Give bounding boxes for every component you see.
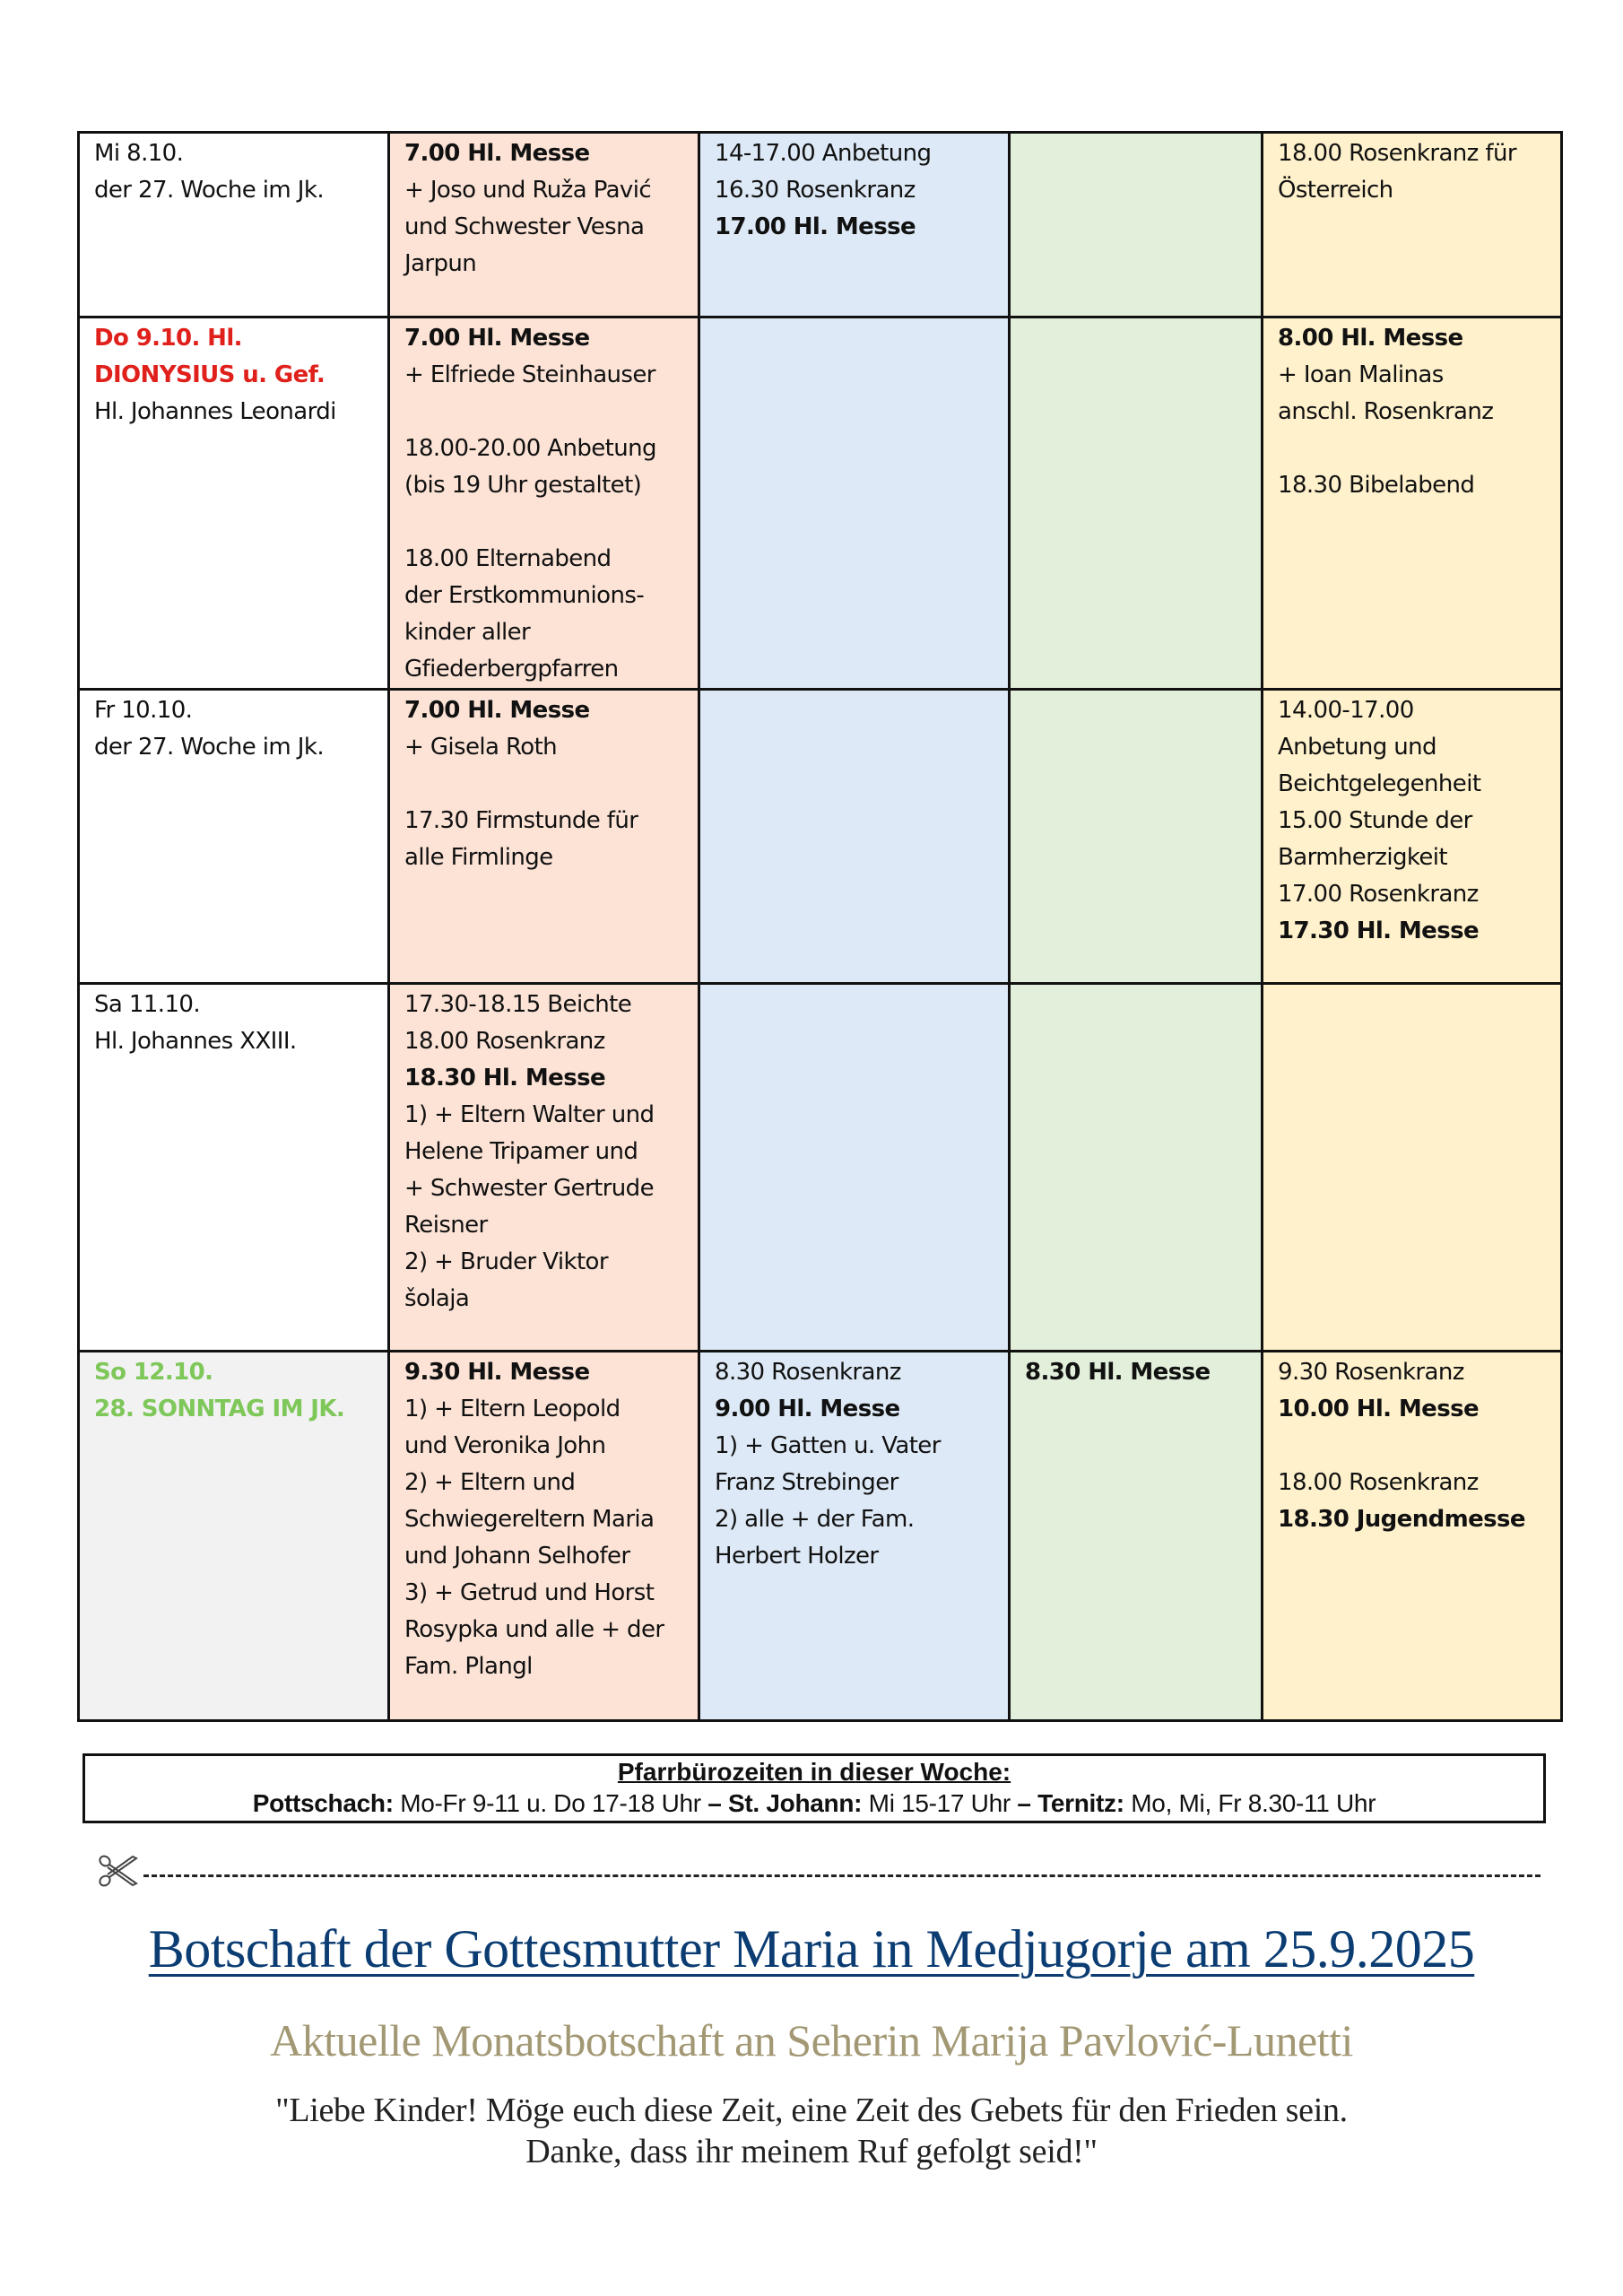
schedule-entry: und Schwester Vesna bbox=[404, 213, 645, 240]
schedule-entry: Anbetung und bbox=[1278, 734, 1436, 761]
schedule-entry: 18.00 Rosenkranz bbox=[1278, 1469, 1479, 1496]
schedule-entry: Sa 11.10. bbox=[94, 991, 200, 1018]
schedule-entry bbox=[1278, 430, 1546, 467]
schedule-entry: Reisner bbox=[404, 1212, 488, 1239]
office-hours-box bbox=[82, 1753, 1546, 1823]
schedule-entry: der 27. Woche im Jk. bbox=[94, 734, 324, 761]
schedule-entry bbox=[404, 394, 683, 430]
pottschach-cell bbox=[389, 1352, 699, 1721]
schedule-entry: + Ioan Malinas bbox=[1278, 361, 1444, 388]
schedule-entry: Franz Strebinger bbox=[715, 1469, 898, 1496]
st-johann-cell bbox=[699, 133, 1010, 317]
schedule-entry: Beichtgelegenheit bbox=[1278, 770, 1481, 797]
ternitz-cell bbox=[1263, 1352, 1562, 1721]
schedule-entry: 16.30 Rosenkranz bbox=[715, 177, 916, 204]
schedule-entry: Hl. Johannes Leonardi bbox=[94, 398, 336, 425]
schedule-entry: der Erstkommunions- bbox=[404, 582, 645, 609]
schedule-entry: alle Firmlinge bbox=[404, 844, 553, 871]
office-separator: – bbox=[707, 1789, 729, 1817]
st-johann-cell bbox=[699, 690, 1010, 984]
cut-line bbox=[97, 1853, 1541, 1889]
schedule-entry: 18.00-20.00 Anbetung bbox=[404, 435, 656, 462]
ternitz-cell bbox=[1263, 984, 1562, 1352]
scissors-icon bbox=[97, 1853, 140, 1889]
schedule-entry: 8.30 Hl. Messe bbox=[1025, 1359, 1211, 1386]
schedule-entry: 14-17.00 Anbetung bbox=[715, 140, 932, 167]
schedule-entry: + Elfriede Steinhauser bbox=[404, 361, 655, 388]
weekly-schedule-table bbox=[77, 131, 1563, 1722]
schedule-entry: 15.00 Stunde der bbox=[1278, 807, 1472, 834]
schedule-entry: und Veronika John bbox=[404, 1432, 606, 1459]
day-cell bbox=[79, 984, 389, 1352]
schedule-entry: + Schwester Gertrude bbox=[404, 1175, 654, 1202]
office-pottschach-hours: Mo-Fr 9-11 u. Do 17-18 Uhr bbox=[393, 1789, 708, 1817]
schedule-entry: Fam. Plangl bbox=[404, 1653, 533, 1680]
schedule-entry: (bis 19 Uhr gestaltet) bbox=[404, 472, 642, 499]
schedule-entry: Mi 8.10. bbox=[94, 140, 184, 167]
st-lorenzen-cell bbox=[1010, 690, 1263, 984]
schedule-entry: 1) + Gatten u. Vater bbox=[715, 1432, 941, 1459]
schedule-entry bbox=[1278, 1428, 1546, 1465]
office-hours-line bbox=[85, 1787, 1543, 1819]
schedule-entry: 14.00-17.00 bbox=[1278, 697, 1414, 724]
schedule-entry: 7.00 Hl. Messe bbox=[404, 697, 590, 724]
schedule-entry: 18.00 Rosenkranz bbox=[404, 1028, 605, 1055]
schedule-entry bbox=[404, 766, 683, 803]
st-johann-cell bbox=[699, 984, 1010, 1352]
schedule-row bbox=[79, 133, 1562, 317]
schedule-entry bbox=[404, 504, 683, 541]
day-cell bbox=[79, 1352, 389, 1721]
pottschach-cell bbox=[389, 317, 699, 690]
schedule-row bbox=[79, 317, 1562, 690]
schedule-entry: 2) + Bruder Viktor bbox=[404, 1248, 608, 1275]
message-title: Botschaft der Gottesmutter Maria in Medjugorje am 25.9.2025 bbox=[148, 1919, 1475, 1979]
schedule-entry: Jarpun bbox=[404, 250, 477, 277]
pottschach-cell bbox=[389, 984, 699, 1352]
ternitz-cell bbox=[1263, 133, 1562, 317]
schedule-entry: Barmherzigkeit bbox=[1278, 844, 1448, 871]
day-cell bbox=[79, 133, 389, 317]
schedule-entry: 8.30 Rosenkranz bbox=[715, 1359, 901, 1386]
schedule-entry: 17.30-18.15 Beichte bbox=[404, 991, 632, 1018]
schedule-entry: anschl. Rosenkranz bbox=[1278, 398, 1494, 425]
schedule-entry: 2) alle + der Fam. bbox=[715, 1506, 915, 1533]
schedule-entry: Gfiederbergpfarren bbox=[404, 656, 619, 683]
office-st-johann-hours: Mi 15-17 Uhr bbox=[862, 1789, 1018, 1817]
schedule-entry: 9.30 Rosenkranz bbox=[1278, 1359, 1464, 1386]
pottschach-cell bbox=[389, 690, 699, 984]
message-quote-line: "Liebe Kinder! Möge euch diese Zeit, eine Zeit des Gebets für den Frieden sein. bbox=[275, 2092, 1348, 2129]
message-quote bbox=[0, 2090, 1623, 2172]
schedule-row bbox=[79, 690, 1562, 984]
office-ternitz-hours: Mo, Mi, Fr 8.30-11 Uhr bbox=[1124, 1789, 1376, 1817]
ternitz-cell bbox=[1263, 317, 1562, 690]
schedule-entry: Do 9.10. Hl. bbox=[94, 325, 242, 352]
schedule-entry: 3) + Getrud und Horst bbox=[404, 1579, 655, 1606]
schedule-entry: 17.00 Hl. Messe bbox=[715, 213, 916, 240]
schedule-row bbox=[79, 984, 1562, 1352]
schedule-entry: šolaja bbox=[404, 1285, 470, 1312]
schedule-entry: der 27. Woche im Jk. bbox=[94, 177, 324, 204]
schedule-entry: Herbert Holzer bbox=[715, 1543, 879, 1570]
schedule-entry: Rosypka und alle + der bbox=[404, 1616, 664, 1643]
schedule-entry: Schwiegereltern Maria bbox=[404, 1506, 655, 1533]
schedule-entry: 17.30 Hl. Messe bbox=[1278, 918, 1479, 944]
schedule-entry: 18.30 Bibelabend bbox=[1278, 472, 1475, 499]
schedule-entry: 9.30 Hl. Messe bbox=[404, 1359, 590, 1386]
schedule-entry: 1) + Eltern Leopold bbox=[404, 1396, 621, 1422]
schedule-entry: Helene Tripamer und bbox=[404, 1138, 638, 1165]
st-lorenzen-cell bbox=[1010, 317, 1263, 690]
office-st-johann-label: St. Johann: bbox=[728, 1789, 863, 1817]
schedule-entry: DIONYSIUS u. Gef. bbox=[94, 361, 325, 388]
schedule-entry: 17.00 Rosenkranz bbox=[1278, 881, 1479, 908]
st-johann-cell bbox=[699, 317, 1010, 690]
schedule-entry: 18.00 Elternabend bbox=[404, 545, 612, 572]
schedule-entry: So 12.10. bbox=[94, 1359, 213, 1386]
schedule-entry: 18.30 Hl. Messe bbox=[404, 1065, 605, 1091]
office-separator: – bbox=[1017, 1789, 1038, 1817]
office-pottschach-label: Pottschach: bbox=[252, 1789, 394, 1817]
message-quote-line: Danke, dass ihr meinem Ruf gefolgt seid!" bbox=[525, 2133, 1098, 2170]
day-cell bbox=[79, 317, 389, 690]
schedule-entry: 18.00 Rosenkranz für bbox=[1278, 140, 1516, 167]
ternitz-cell bbox=[1263, 690, 1562, 984]
schedule-entry: 7.00 Hl. Messe bbox=[404, 140, 590, 167]
st-lorenzen-cell bbox=[1010, 1352, 1263, 1721]
schedule-entry: Hl. Johannes XXIII. bbox=[94, 1028, 297, 1055]
schedule-entry: 10.00 Hl. Messe bbox=[1278, 1396, 1479, 1422]
schedule-entry: 9.00 Hl. Messe bbox=[715, 1396, 900, 1422]
schedule-entry: + Gisela Roth bbox=[404, 734, 558, 761]
pottschach-cell bbox=[389, 133, 699, 317]
schedule-entry: und Johann Selhofer bbox=[404, 1543, 630, 1570]
message-subtitle: Aktuelle Monatsbotschaft an Seherin Marija Pavlović-Lunetti bbox=[270, 2015, 1353, 2066]
schedule-entry: 18.30 Jugendmesse bbox=[1278, 1506, 1525, 1533]
schedule-entry: Fr 10.10. bbox=[94, 697, 193, 724]
st-lorenzen-cell bbox=[1010, 984, 1263, 1352]
st-johann-cell bbox=[699, 1352, 1010, 1721]
schedule-entry: 28. SONNTAG IM JK. bbox=[94, 1396, 345, 1422]
schedule-entry: 1) + Eltern Walter und bbox=[404, 1101, 655, 1128]
office-ternitz-label: Ternitz: bbox=[1037, 1789, 1124, 1817]
dashed-cut-line bbox=[143, 1874, 1541, 1877]
schedule-entry: 7.00 Hl. Messe bbox=[404, 325, 590, 352]
st-lorenzen-cell bbox=[1010, 133, 1263, 317]
office-hours-title: Pfarrbürozeiten in dieser Woche: bbox=[617, 1758, 1011, 1786]
schedule-entry: 2) + Eltern und bbox=[404, 1469, 576, 1496]
schedule-entry: 8.00 Hl. Messe bbox=[1278, 325, 1463, 352]
day-cell bbox=[79, 690, 389, 984]
schedule-row bbox=[79, 1352, 1562, 1721]
schedule-entry: 17.30 Firmstunde für bbox=[404, 807, 638, 834]
schedule-entry: Österreich bbox=[1278, 177, 1393, 204]
schedule-entry: kinder aller bbox=[404, 619, 531, 646]
schedule-entry: + Joso und Ruža Pavić bbox=[404, 177, 652, 204]
